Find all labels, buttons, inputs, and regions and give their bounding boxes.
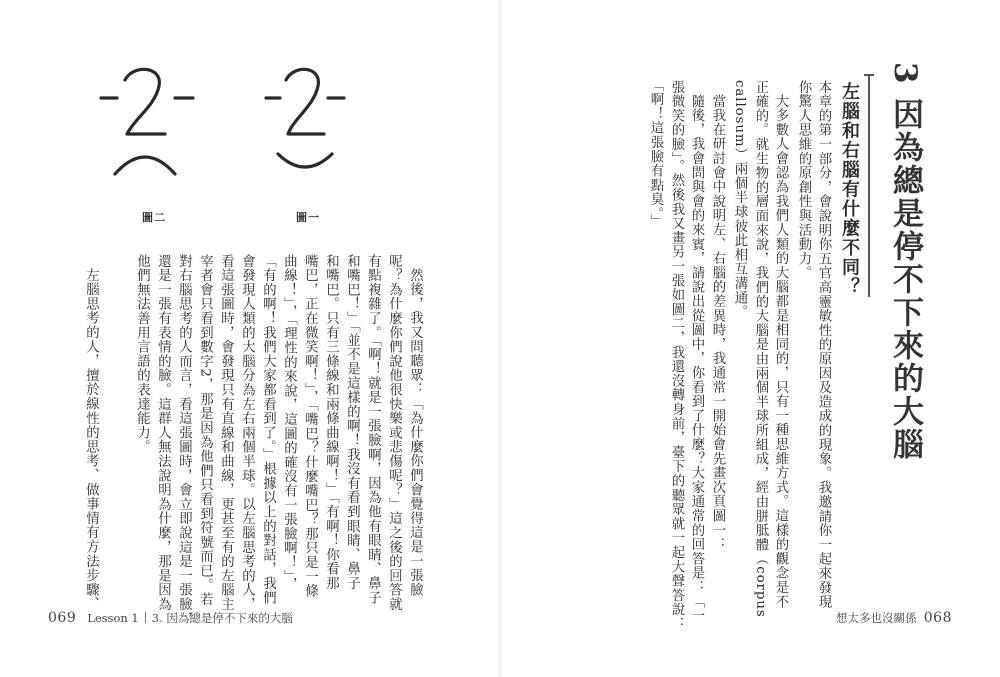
text-column: callosum）兩個半球彼此相互溝通。 — [732, 80, 747, 320]
text-column: 他們無法善用言語的表達能力。 — [134, 254, 150, 455]
left-footer — [48, 610, 293, 626]
text-column: 還是一張有表情的臉。這群人無法說明為什麼，那是因為 — [155, 254, 171, 612]
figure-1-caption: 圖一 — [296, 211, 320, 224]
text-column: 嘴巴，正在微笑啊！」，「嘴巴？什麼嘴巴？那只是一條 — [302, 254, 318, 599]
footer-separator — [145, 612, 146, 623]
text-column: 「啊！這張臉有點臭。」 — [648, 78, 663, 229]
text-column: 會發現人類的大腦分為左右兩個半球。以左腦思考的人， — [239, 254, 255, 612]
text-column: 對右腦思考的人而言，看這張圖時，會立即說這是一張臉， — [176, 254, 192, 626]
text-column: 呢？為什麼你們說他很快樂或悲傷呢？」這之後的回答就 — [386, 254, 402, 612]
text-column: 有點複雜了。「啊！就是一張臉啊，因為他有眼睛、鼻子 — [365, 254, 381, 605]
text-column: 本章的第一部分，會說明你五官高靈敏性的原因及造成的現象。我邀請你一起來發現 — [816, 80, 831, 610]
text-column: 大多數人會認為我們人類的大腦都是相同的，只有一種思維方式。這樣的觀念是不 — [773, 94, 788, 609]
frown-curve — [115, 157, 175, 174]
right-footer — [836, 610, 952, 626]
text-column: 你驚人思維的原創性與活動力。 — [796, 80, 811, 281]
text-column: 正確的。就生物的層面來說，我們的大腦是由兩個半球所組成，經由胼胝體（corpus — [753, 80, 768, 618]
page-gutter — [498, 0, 502, 677]
page-number: 069 — [48, 610, 77, 626]
lesson-label: Lesson 1 — [87, 611, 139, 625]
nose-numeral-2 — [286, 69, 324, 134]
text-column: 宰者會只看到數字2，那是因為他們只看到符號而已。若 — [197, 254, 213, 607]
text-column: 隨後，我會問與會的來賓，請說出從圖中，你看到了什麼？大家通常的回答是：「一 — [689, 94, 704, 624]
figure-smiling-face — [260, 62, 350, 192]
nose-numeral-2 — [125, 69, 165, 134]
text-column: 張微笑的臉」。然後我又畫另一張如圖二，我還沒轉身前，臺下的聽眾就一起大聲答說： — [669, 80, 684, 631]
chapter-title: 3 因為總是停不下來的大腦 — [887, 62, 923, 462]
text-column: 左腦思考的人，擅於線性的思考、做事情有方法步驟、 — [83, 268, 99, 612]
text-column: 曲線！」，「理性的來說，這圖的確沒有一張臉啊！」， — [281, 254, 297, 592]
text-column: 「有的啊！我們大家都看到了。」根據以上的對話，我們 — [260, 254, 276, 605]
section-title: 左腦和右腦有什麼不同？ — [836, 74, 870, 297]
figure-frowning-face — [95, 62, 205, 192]
text-column: 看這張圖時，會發現只有直線和曲線，更甚至有的左腦主 — [218, 254, 234, 612]
text-column: 和嘴巴。只有三條線和兩條曲線啊！」「有啊！你看那 — [323, 254, 339, 591]
smile-curve — [278, 154, 332, 167]
figure-2-caption: 圖二 — [142, 211, 166, 224]
book-title: 想太多也沒關係 — [835, 611, 917, 625]
text-column: 和嘴巴！」「並不是這樣的啊！我沒有看到眼睛、鼻子 — [344, 254, 360, 591]
text-column: 當我在研討會中說明左、右腦的差異時，我通常一開始會先畫次頁圖一： — [710, 94, 725, 552]
text-column: 然後，我又問聽眾：「為什麼你們會覺得這是一張臉 — [407, 268, 423, 597]
page-number: 068 — [923, 610, 952, 626]
running-chapter-title: 3. 因為總是停不下來的大腦 — [151, 611, 293, 625]
